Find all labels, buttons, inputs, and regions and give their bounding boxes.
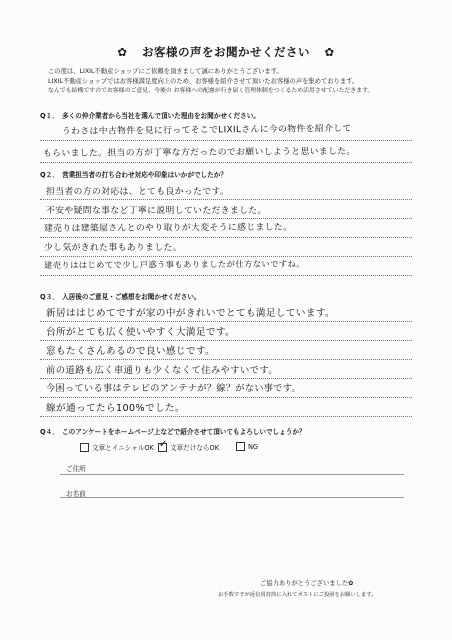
q2-answer-line: 建売りははじめてで少し戸惑う事もありましたが仕方ないですね。 [43,258,305,270]
answer-rule [40,275,412,276]
q1-heading: Q１． 多くの仲介業者から当社を選んで頂いた理由をお聞かせください。 [40,112,260,120]
address-field-line[interactable] [60,474,404,475]
answer-rule [40,256,412,257]
q3-answer-line: 線が通ってたら100%でした。 [46,403,185,414]
flower-icon: ✿ [117,45,128,59]
answer-rule [40,162,412,163]
option-label: NG [248,442,259,451]
q4-heading: Q４． このアンケートをホームページ上などで紹介させて頂いてもよろしいでしょうか？ [40,428,306,436]
answer-rule [40,397,412,398]
option-ng[interactable] [236,442,258,451]
q3-answer-line: 今困っている事はテレビのアンテナが？線？がない事です。 [46,384,302,394]
thanks-text: ご協力ありがとうございました✿ [260,580,354,587]
checkbox[interactable] [236,442,245,451]
page-title-text: お客様の声をお聞かせください [142,45,310,59]
answer-rule [40,218,412,219]
name-label: お名前 [66,490,86,498]
q3-answer-line: 新居ははじめてですが家の中がきれいでとても満足しています。 [46,308,336,319]
answer-rule [40,237,412,238]
option-initials-ok[interactable] [80,442,154,452]
q2-answer-line: 担当者の方の対応は、とても良かったです。 [46,187,230,197]
q3-answer-line: 窓もたくさんあるので良い感じです。 [46,346,216,357]
answer-rule [40,416,412,417]
q3-answer-line: 前の道路も広く車通りも少くなくて住みやすいです。 [46,365,278,376]
q1-answer-line: うわさは中古物件を見に行ってそこでLIXILさんに今の物件を紹介して [61,123,352,137]
address-label: ご住所 [66,465,86,473]
checkbox[interactable] [80,443,89,452]
option-text-only-ok[interactable] [158,438,220,452]
q2-answer-line: 建売りは建築屋さんとのやり取りが大変そうに感じました。 [43,222,293,234]
name-field-line[interactable] [60,497,404,498]
option-label: 文章とイニシャルOK [92,444,154,452]
intro-line: なんでも結構ですのでお客様のご意見、今後の お客様への配慮が行き届く管理体制をつくるため活用させていただきます。 [48,88,374,94]
check-mark-icon: ✓ [159,438,168,450]
intro-line: LIXIL不動産ショップではお客様満足度向上のため、お客様を紹介させて頂いたお客様の声を集めております。 [48,78,359,85]
q2-heading: Q２． 営業担当者の打ち合わせ対応や印象はいかがでしたか？ [40,171,227,179]
answer-rule [40,199,412,200]
q3-heading: Q３． 入居後のご意見・ご感想をお聞かせください。 [40,293,201,301]
page-title [0,44,452,60]
flower-icon: ✿ [324,45,335,59]
answer-rule [40,321,412,322]
checkbox[interactable] [158,438,168,452]
answer-rule [40,340,412,341]
q2-answer-line: 不安や疑問な事など丁寧に説明していただきました。 [46,206,267,216]
answer-rule [40,140,412,141]
q1-answer-line: もらいました。担当の方が丁寧な方だったのでお願いしようと思いました。 [42,146,356,159]
answer-rule [40,378,412,379]
intro-line: この度は、LIXIL不動産ショップにご依頼を頂きまして誠にありがとうございます。 [48,68,283,75]
answer-rule [40,359,412,360]
q3-answer-line: 台所がとても広く使いやすく大満足です。 [46,327,236,338]
return-note: お手数ですが返信用封筒に入れてポストにご投函をお願いします。 [218,592,377,598]
option-label: 文章だけならOK [170,444,220,452]
q2-answer-line: 少し気がきれた事もありました。 [44,243,182,253]
